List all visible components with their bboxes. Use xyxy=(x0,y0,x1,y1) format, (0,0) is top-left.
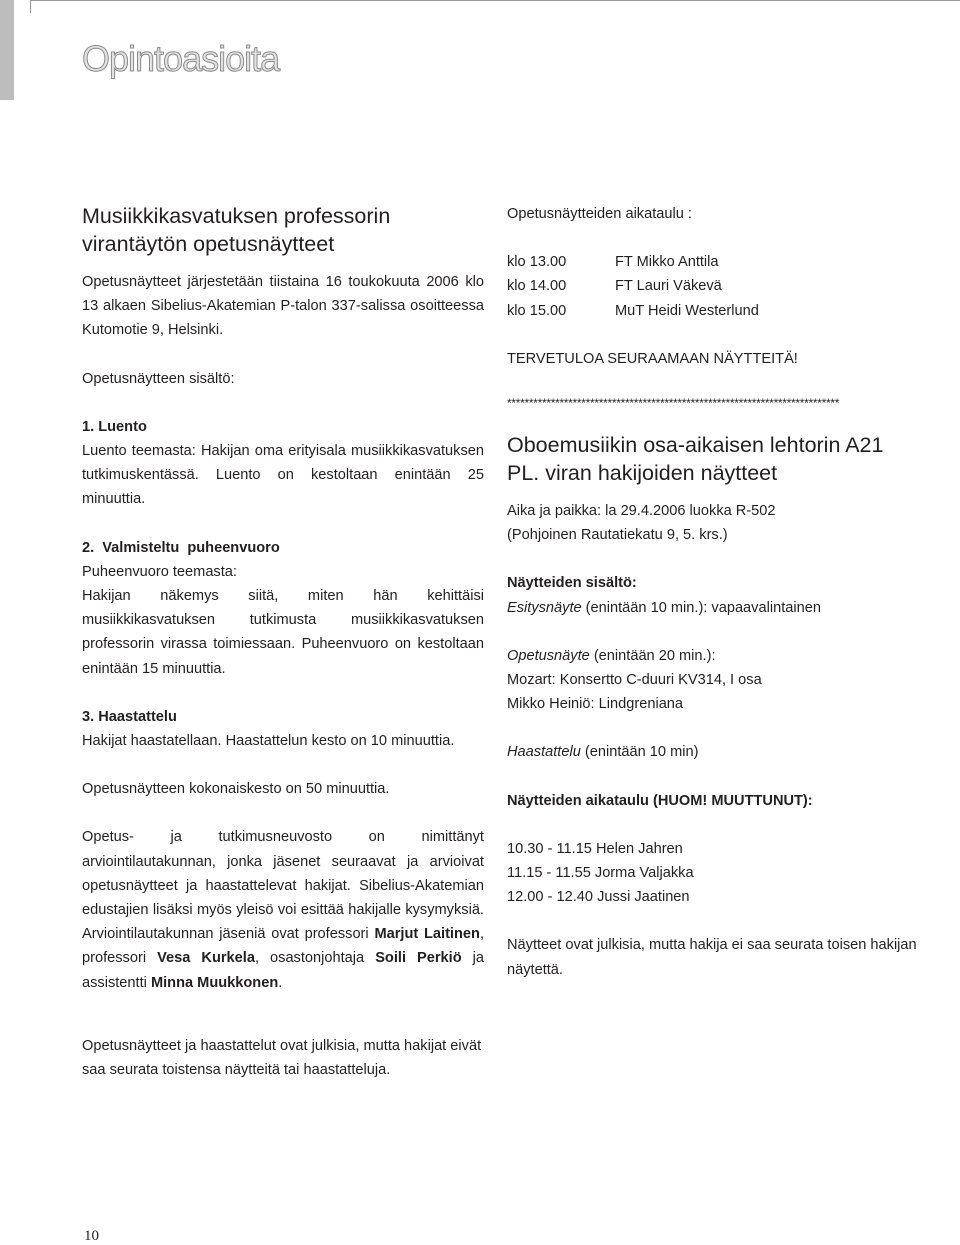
committee-end: . xyxy=(278,974,283,991)
section-title: Opintoasioita xyxy=(82,38,280,79)
welcome-text: TERVETULOA SEURAAMAAN NÄYTTEITÄ! xyxy=(507,350,798,367)
schedule-label: Opetusnäytteiden aikataulu : xyxy=(507,206,692,222)
top-rule xyxy=(30,0,960,1)
piece1: Mozart: Konsertto C-duuri KV314, I osa xyxy=(507,672,762,689)
article-heading-line2: virantäytön opetusnäytteet xyxy=(82,232,335,256)
time-place-line2: (Pohjoinen Rautatiekatu 9, 5. krs.) xyxy=(507,527,728,544)
schedule-row xyxy=(507,250,919,274)
item2-title: 2. Valmisteltu puheenvuoro xyxy=(82,539,280,556)
committee-sep: ja assistentti xyxy=(82,950,485,991)
item2-line1: Puheenvuoro teemasta: xyxy=(82,563,237,580)
time-place-line1: Aika ja paikka: la 29.4.2006 luokka R-502 xyxy=(507,503,776,520)
sample1-label: Esitysnäyte xyxy=(507,599,582,616)
oboe-heading-line1: Oboemusiikin osa-aikaisen lehtorin A21 xyxy=(507,433,884,458)
committee-paragraph xyxy=(82,825,484,994)
interview-rest: (enintään 10 min) xyxy=(580,744,699,761)
schedule-row xyxy=(507,274,919,298)
public-note-right: Näytteet ovat julkisia, mutta hakija ei saa seurata toisen hakijan näytettä. xyxy=(507,937,917,978)
schedule-name: MuT Heidi Westerlund xyxy=(615,302,759,319)
sample1 xyxy=(507,596,919,620)
interview xyxy=(507,740,919,764)
schedule2-item: 12.00 - 12.40 Jussi Jaatinen xyxy=(507,889,690,906)
bottom-note xyxy=(82,1034,502,1082)
committee-text: Opetus- ja tutkimusneuvosto on nimittänyt arviointilautakunnan, jonka jäsenet seuraavat ja arvioivat opetusnäytteet ja haastattelevat hakijat. Sibelius-Akatemian edustajien lisäksi myös yleisö voi esittää hakijalle kysymyksiä. Arviointilautakunnan jäseniä ovat professori xyxy=(82,829,484,943)
schedule-time: klo 14.00 xyxy=(507,278,567,295)
committee-member: Marjut Laitinen xyxy=(374,926,480,943)
total-duration: Opetusnäytteen kokonaiskesto on 50 minuuttia. xyxy=(82,781,390,798)
oboe-heading-line2: PL. viran hakijoiden näytteet xyxy=(507,461,778,486)
piece2: Mikko Heiniö: Lindgreniana xyxy=(507,696,684,713)
schedule-time: klo 13.00 xyxy=(507,254,567,271)
sample2-rest: (enintään 20 min.): xyxy=(589,647,716,664)
top-rule-tick xyxy=(30,0,31,13)
committee-member: Soili Perkiö xyxy=(375,950,462,967)
committee-sep: , professori xyxy=(82,926,484,967)
contents-heading: Näytteiden sisältö: xyxy=(507,575,637,592)
schedule2-item: 11.15 - 11.55 Jorma Valjakka xyxy=(507,865,694,882)
schedule2-heading: Näytteiden aikataulu (HUOM! MUUTTUNUT): xyxy=(507,792,813,809)
committee-sep: , osastonjohtaja xyxy=(254,950,365,967)
item3-title: 3. Haastattelu xyxy=(82,708,177,725)
sample1-rest: (enintään 10 min.): vapaavalintainen xyxy=(581,599,821,616)
intro-paragraph: Opetusnäytteet järjestetään tiistaina 16 toukokuuta 2006 klo 13 alkaen Sibelius-Akatemian P-talon 337-salissa osoitteessa Kutomotie 9, Helsinki. xyxy=(82,274,484,339)
schedule2-item: 10.30 - 11.15 Helen Jahren xyxy=(507,840,683,857)
page-edge-bar xyxy=(0,0,14,100)
schedule-row xyxy=(507,299,919,323)
committee-member: Vesa Kurkela xyxy=(157,950,255,967)
divider-stars: **************************************************************************** xyxy=(507,396,840,411)
public-note-left: Opetusnäytteet ja haastattelut ovat julkisia, mutta hakijat eivät saa seurata toistensa näytteitä tai haastatteluja. xyxy=(82,1038,482,1079)
item2-text: Hakijan näkemys siitä, miten hän kehittäisi musiikkikasvatuksen tutkimusta musiikkikasvatuksen professorin virassa toimiessaan. Puheenvuoro on kestoltaan enintään 15 minuuttia. xyxy=(82,588,484,677)
item1-title: 1. Luento xyxy=(82,418,147,435)
content-label: Opetusnäytteen sisältö: xyxy=(82,370,235,387)
item1-text: Luento teemasta: Hakijan oma erityisala musiikkikasvatuksen tutkimuskentässä. Luento on kestoltaan enintään 25 minuuttia. xyxy=(82,443,484,508)
sample2 xyxy=(507,644,919,668)
committee-member: Minna Muukkonen xyxy=(150,974,279,991)
schedule-name: FT Mikko Anttila xyxy=(615,254,719,271)
right-column xyxy=(507,202,919,982)
left-column xyxy=(82,202,484,995)
sample2-label: Opetusnäyte xyxy=(507,647,590,664)
item3-text: Hakijat haastatellaan. Haastattelun kesto on 10 minuuttia. xyxy=(82,733,455,750)
page-number: 10 xyxy=(84,1228,99,1244)
article-heading-line1: Musiikkikasvatuksen professorin xyxy=(82,204,391,228)
interview-label: Haastattelu xyxy=(507,744,581,761)
schedule-time: klo 15.00 xyxy=(507,302,567,319)
schedule-name: FT Lauri Väkevä xyxy=(615,278,722,295)
